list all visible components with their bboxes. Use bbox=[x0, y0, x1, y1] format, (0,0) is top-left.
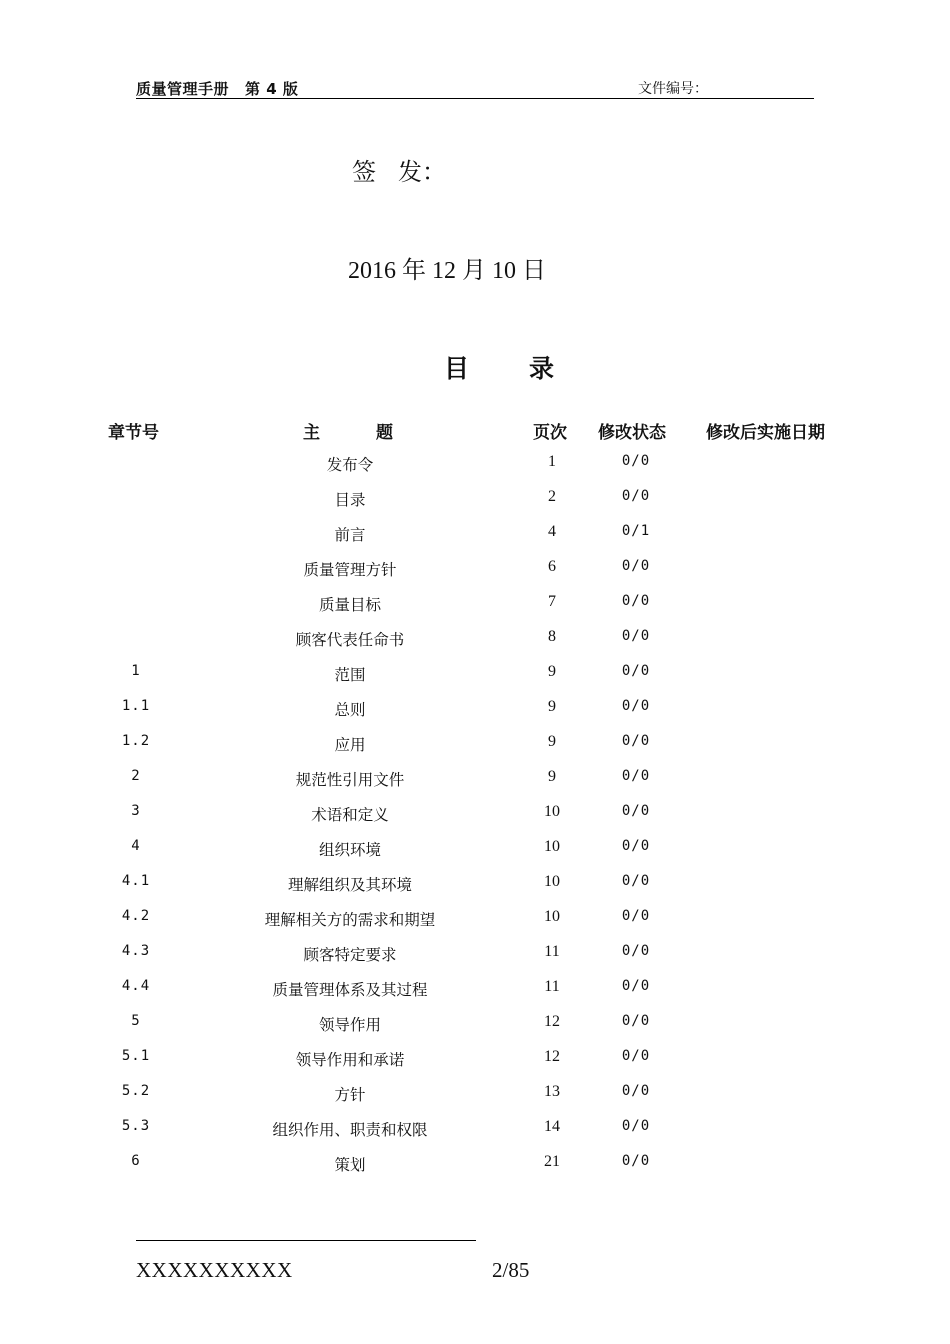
topic-cell: 质量目标 bbox=[318, 596, 381, 614]
toc-title-char-2: 录 bbox=[529, 354, 555, 383]
footer-divider bbox=[136, 1240, 476, 1241]
chapter-cell: 6 bbox=[131, 1153, 141, 1169]
topic-cell: 目录 bbox=[334, 491, 366, 509]
column-header-chapter: 章节号 bbox=[108, 423, 159, 443]
topic-cell: 前言 bbox=[334, 526, 366, 544]
toc-title-char-1: 目 bbox=[444, 354, 470, 383]
table-row bbox=[0, 445, 950, 480]
topic-cell: 顾客代表任命书 bbox=[295, 631, 405, 649]
manual-title: 质量管理手册 bbox=[136, 80, 230, 98]
topic-cell: 顾客特定要求 bbox=[303, 946, 397, 964]
page-cell: 9 bbox=[548, 663, 556, 680]
status-cell: 0/0 bbox=[621, 978, 651, 994]
status-cell: 0/0 bbox=[621, 593, 651, 609]
table-row bbox=[0, 935, 950, 970]
topic-cell: 规范性引用文件 bbox=[295, 771, 405, 789]
toc-table-body bbox=[0, 445, 950, 1180]
page-cell: 11 bbox=[544, 943, 560, 960]
toc-title bbox=[444, 349, 554, 385]
edition-label: 第 4 版 bbox=[245, 80, 299, 98]
topic-cell: 应用 bbox=[334, 736, 366, 754]
status-cell: 0/0 bbox=[621, 943, 651, 959]
topic-cell: 组织环境 bbox=[318, 841, 381, 859]
topic-cell: 质量管理方针 bbox=[303, 561, 397, 579]
status-cell: 0/0 bbox=[621, 453, 651, 469]
table-row bbox=[0, 585, 950, 620]
table-row bbox=[0, 1005, 950, 1040]
topic-cell: 理解相关方的需求和期望 bbox=[264, 911, 436, 929]
page-cell: 12 bbox=[544, 1013, 560, 1030]
topic-cell: 领导作用和承诺 bbox=[295, 1051, 405, 1069]
status-cell: 0/0 bbox=[621, 1048, 651, 1064]
topic-cell: 领导作用 bbox=[318, 1016, 381, 1034]
status-cell: 0/0 bbox=[621, 1118, 651, 1134]
page-cell: 10 bbox=[544, 838, 560, 855]
footer-company: XXXXXXXXXX bbox=[136, 1258, 293, 1282]
status-cell: 0/0 bbox=[621, 558, 651, 574]
status-cell: 0/0 bbox=[621, 768, 651, 784]
chapter-cell: 5.2 bbox=[121, 1083, 151, 1099]
table-row bbox=[0, 1040, 950, 1075]
page-cell: 11 bbox=[544, 978, 560, 995]
page-cell: 12 bbox=[544, 1048, 560, 1065]
status-cell: 0/0 bbox=[621, 908, 651, 924]
table-row bbox=[0, 1075, 950, 1110]
topic-cell: 范围 bbox=[334, 666, 366, 684]
chapter-cell: 3 bbox=[131, 803, 141, 819]
table-row bbox=[0, 1110, 950, 1145]
page-cell: 10 bbox=[544, 803, 560, 820]
page-cell: 7 bbox=[548, 593, 556, 610]
column-header-status: 修改状态 bbox=[598, 423, 666, 443]
table-row bbox=[0, 1145, 950, 1180]
page-cell: 21 bbox=[544, 1153, 560, 1170]
table-row bbox=[0, 760, 950, 795]
signature-label-1: 签 bbox=[352, 158, 376, 186]
page-cell: 1 bbox=[548, 453, 556, 470]
chapter-cell: 4.1 bbox=[121, 873, 151, 889]
page-header bbox=[136, 76, 814, 99]
status-cell: 0/0 bbox=[621, 628, 651, 644]
chapter-cell: 4.3 bbox=[121, 943, 151, 959]
table-row bbox=[0, 900, 950, 935]
status-cell: 0/0 bbox=[621, 1013, 651, 1029]
status-cell: 0/0 bbox=[621, 698, 651, 714]
column-header-topic-2: 题 bbox=[376, 423, 393, 443]
status-cell: 0/0 bbox=[621, 733, 651, 749]
page-cell: 9 bbox=[548, 768, 556, 785]
chapter-cell: 4 bbox=[131, 838, 141, 854]
table-row bbox=[0, 725, 950, 760]
status-cell: 0/1 bbox=[621, 523, 651, 539]
table-row bbox=[0, 690, 950, 725]
table-row bbox=[0, 620, 950, 655]
topic-cell: 术语和定义 bbox=[311, 806, 389, 824]
topic-cell: 策划 bbox=[334, 1156, 366, 1174]
table-row bbox=[0, 655, 950, 690]
page-cell: 10 bbox=[544, 908, 560, 925]
status-cell: 0/0 bbox=[621, 663, 651, 679]
table-row bbox=[0, 795, 950, 830]
topic-cell: 总则 bbox=[334, 701, 366, 719]
chapter-cell: 1.2 bbox=[121, 733, 151, 749]
column-header-topic bbox=[303, 418, 393, 443]
issue-date: 2016 年 12 月 10 日 bbox=[348, 258, 546, 284]
table-row bbox=[0, 515, 950, 550]
table-row bbox=[0, 830, 950, 865]
chapter-cell: 5 bbox=[131, 1013, 141, 1029]
header-title bbox=[136, 78, 298, 99]
table-row bbox=[0, 480, 950, 515]
chapter-cell: 1.1 bbox=[121, 698, 151, 714]
page-cell: 10 bbox=[544, 873, 560, 890]
status-cell: 0/0 bbox=[621, 488, 651, 504]
file-number-label: 文件编号： bbox=[638, 81, 708, 97]
column-header-page: 页次 bbox=[533, 423, 567, 443]
topic-cell: 质量管理体系及其过程 bbox=[272, 981, 428, 999]
page-cell: 4 bbox=[548, 523, 556, 540]
page-cell: 9 bbox=[548, 733, 556, 750]
table-row bbox=[0, 970, 950, 1005]
chapter-cell: 2 bbox=[131, 768, 141, 784]
page-cell: 6 bbox=[548, 558, 556, 575]
signature-line bbox=[352, 152, 446, 187]
chapter-cell: 1 bbox=[131, 663, 141, 679]
page-cell: 2 bbox=[548, 488, 556, 505]
page-cell: 13 bbox=[544, 1083, 560, 1100]
status-cell: 0/0 bbox=[621, 838, 651, 854]
column-header-effective-date: 修改后实施日期 bbox=[706, 423, 825, 443]
chapter-cell: 5.1 bbox=[121, 1048, 151, 1064]
chapter-cell: 4.4 bbox=[121, 978, 151, 994]
topic-cell: 理解组织及其环境 bbox=[287, 876, 412, 894]
chapter-cell: 5.3 bbox=[121, 1118, 151, 1134]
page-cell: 14 bbox=[544, 1118, 560, 1135]
footer-page-indicator: 2/85 bbox=[492, 1258, 530, 1282]
chapter-cell: 4.2 bbox=[121, 908, 151, 924]
table-row bbox=[0, 865, 950, 900]
table-row bbox=[0, 550, 950, 585]
status-cell: 0/0 bbox=[621, 873, 651, 889]
status-cell: 0/0 bbox=[621, 1153, 651, 1169]
signature-label-2: 发： bbox=[398, 158, 446, 186]
topic-cell: 发布令 bbox=[326, 456, 374, 474]
column-header-topic-1: 主 bbox=[303, 423, 320, 443]
topic-cell: 方针 bbox=[334, 1086, 366, 1104]
status-cell: 0/0 bbox=[621, 1083, 651, 1099]
page-cell: 8 bbox=[548, 628, 556, 645]
topic-cell: 组织作用、职责和权限 bbox=[272, 1121, 428, 1139]
page-cell: 9 bbox=[548, 698, 556, 715]
status-cell: 0/0 bbox=[621, 803, 651, 819]
